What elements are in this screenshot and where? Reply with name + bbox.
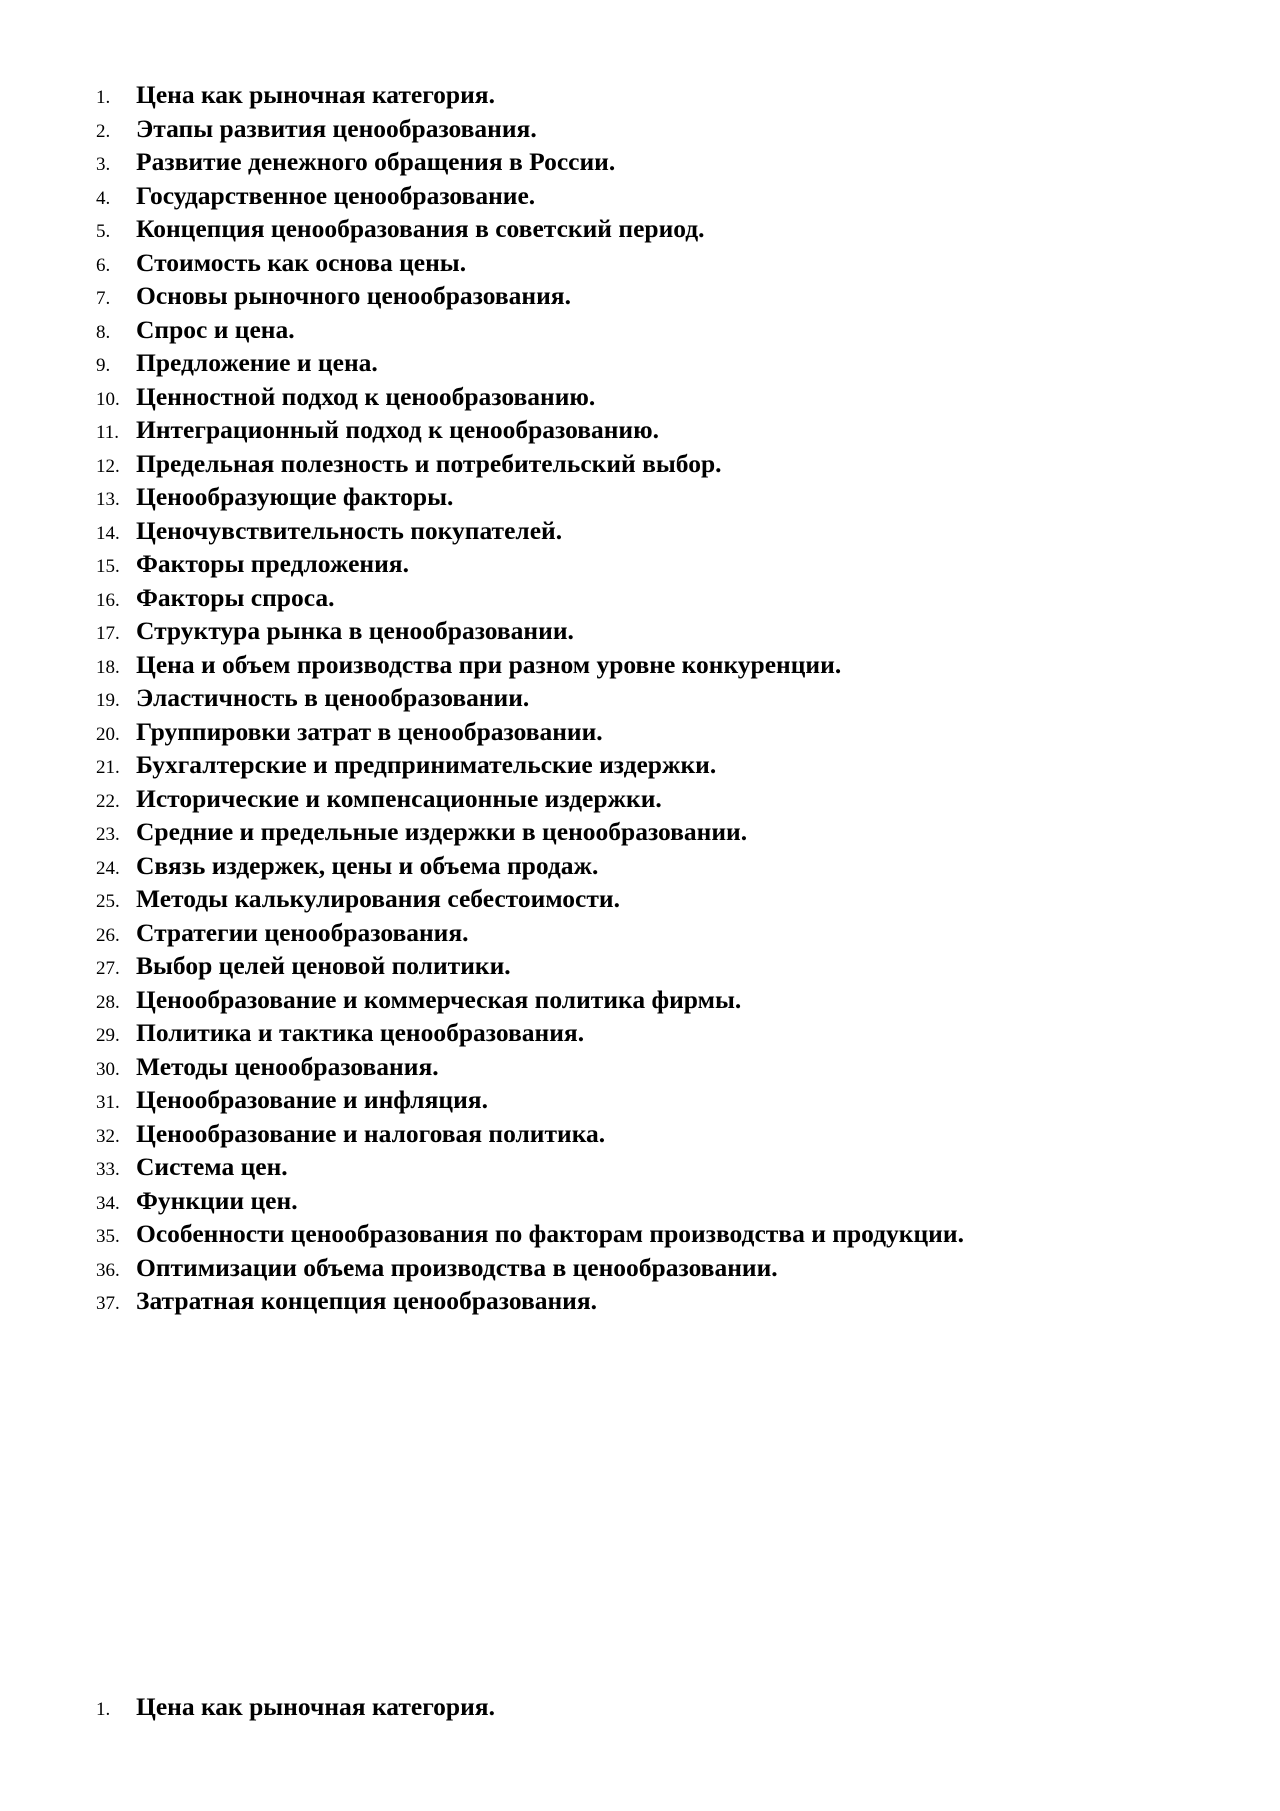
list-item-title: Ценообразование и коммерческая политика фирмы. (136, 984, 742, 1014)
list-item-title: Стратегии ценообразования. (136, 917, 469, 947)
list-item-title: Факторы предложения. (136, 549, 409, 578)
list-item-title: Государственное ценообразование. (136, 180, 536, 210)
list-item-title: Цена как рыночная категория. (136, 1692, 495, 1721)
list-item-title: Ценообразование и инфляция. (136, 1085, 488, 1114)
list-item-number: 4. (96, 187, 111, 209)
list-item-title: Предельная полезность и потребительский выбор. (136, 448, 722, 478)
list-item-title: Связь издержек, цены и объема продаж. (136, 850, 599, 880)
list-item-number: 36. (96, 1259, 120, 1281)
list-item-number: 7. (96, 288, 111, 309)
list-item (96, 313, 964, 347)
list-item-number: 29. (96, 1025, 120, 1046)
list-item-number: 22. (96, 790, 120, 812)
list-item-number: 19. (96, 690, 120, 711)
list-item-number: 26. (96, 924, 120, 946)
list-item (96, 1083, 964, 1117)
list-item-number: 30. (96, 1058, 120, 1080)
list-item-title: Методы ценообразования. (136, 1051, 439, 1081)
list-item-number: 12. (96, 455, 120, 477)
list-item (96, 547, 964, 581)
list-item-number: 33. (96, 1159, 120, 1180)
list-item-title: Цена как рыночная категория. (136, 80, 495, 109)
list-item (96, 1016, 964, 1050)
list-item-title: Спрос и цена. (136, 314, 295, 344)
list-item-number: 3. (96, 154, 111, 175)
list-item-title: Предложение и цена. (136, 348, 378, 377)
list-item (96, 882, 964, 916)
list-item (96, 1251, 964, 1285)
list-item (96, 949, 964, 983)
list-item (96, 748, 964, 782)
list-item (96, 1150, 964, 1184)
list-item (96, 413, 964, 447)
list-item-number: 1. (96, 87, 111, 108)
list-item-title: Затратная концепция ценообразования. (136, 1286, 598, 1315)
list-item-number: 25. (96, 891, 120, 912)
list-item (96, 447, 964, 481)
list-item-title: Ценностной подход к ценообразованию. (136, 381, 596, 411)
list-item-title: Концепция ценообразования в советский период. (136, 214, 705, 243)
list-item (96, 279, 964, 313)
list-item-number: 2. (96, 120, 111, 142)
list-item-number: 17. (96, 623, 120, 644)
list-item (96, 179, 964, 213)
list-item (96, 648, 964, 682)
list-item (96, 1184, 964, 1218)
list-item-title: Этапы развития ценообразования. (136, 113, 537, 143)
list-item-number: 21. (96, 757, 120, 778)
list-item-title: Функции цен. (136, 1185, 298, 1215)
list-item-title: Развитие денежного обращения в России. (136, 147, 616, 176)
list-item-title: Ценообразующие факторы. (136, 482, 454, 511)
list-item-title: Бухгалтерские и предпринимательские издержки. (136, 750, 717, 779)
list-item-number: 18. (96, 656, 120, 678)
list-item (96, 1284, 964, 1318)
list-item (96, 480, 964, 514)
repeated-list-item (96, 1690, 495, 1724)
list-item (96, 112, 964, 146)
list-item (96, 78, 964, 112)
list-item-number: 37. (96, 1293, 120, 1314)
list-item (96, 849, 964, 883)
list-item-number: 5. (96, 221, 111, 242)
list-item-title: Основы рыночного ценообразования. (136, 281, 571, 310)
list-item (96, 346, 964, 380)
list-item-number: 1. (96, 1699, 111, 1720)
list-item-title: Методы калькулирования себестоимости. (136, 884, 620, 913)
list-item-title: Оптимизации объема производства в ценообразовании. (136, 1252, 778, 1282)
list-item (96, 983, 964, 1017)
list-item-number: 15. (96, 556, 120, 577)
list-item-title: Факторы спроса. (136, 582, 335, 612)
list-item-number: 6. (96, 254, 111, 276)
list-item-title: Интеграционный подход к ценообразованию. (136, 415, 659, 444)
list-item-number: 27. (96, 958, 120, 979)
list-item-number: 9. (96, 355, 111, 376)
list-item-number: 31. (96, 1092, 120, 1113)
list-item-title: Эластичность в ценообразовании. (136, 683, 530, 712)
list-item (96, 145, 964, 179)
list-item (96, 212, 964, 246)
list-item-number: 23. (96, 824, 120, 845)
list-item-title: Политика и тактика ценообразования. (136, 1018, 585, 1047)
list-item-number: 28. (96, 991, 120, 1013)
list-item-number: 10. (96, 388, 120, 410)
list-item (96, 916, 964, 950)
list-item-number: 16. (96, 589, 120, 611)
list-item-title: Особенности ценообразования по факторам производства и продукции. (136, 1219, 964, 1248)
list-item-number: 11. (96, 422, 120, 443)
list-item-number: 34. (96, 1192, 120, 1214)
list-item (96, 514, 964, 548)
list-item (96, 1117, 964, 1151)
list-item-title: Группировки затрат в ценообразовании. (136, 716, 603, 746)
list-item-title: Средние и предельные издержки в ценообразовании. (136, 817, 748, 846)
list-item (96, 246, 964, 280)
list-item-title: Ценочувствительность покупателей. (136, 515, 563, 545)
list-item-number: 14. (96, 522, 120, 544)
list-item-title: Цена и объем производства при разном уровне конкуренции. (136, 649, 842, 679)
list-item-number: 20. (96, 723, 120, 745)
list-item-number: 24. (96, 857, 120, 879)
list-item-title: Исторические и компенсационные издержки. (136, 783, 662, 813)
list-item (96, 1217, 964, 1251)
list-item-title: Структура рынка в ценообразовании. (136, 616, 574, 645)
list-item-title: Выбор целей ценовой политики. (136, 951, 511, 980)
list-item (96, 581, 964, 615)
list-item (96, 782, 964, 816)
list-item (96, 815, 964, 849)
list-item-number: 13. (96, 489, 120, 510)
list-item (96, 1050, 964, 1084)
list-item-title: Стоимость как основа цены. (136, 247, 467, 277)
list-item (96, 715, 964, 749)
list-item-number: 35. (96, 1226, 120, 1247)
list-item (96, 380, 964, 414)
list-item-number: 8. (96, 321, 111, 343)
list-item (96, 614, 964, 648)
list-item-title: Ценообразование и налоговая политика. (136, 1118, 606, 1148)
topic-list (96, 78, 964, 1318)
list-item-title: Система цен. (136, 1152, 288, 1181)
list-item (96, 681, 964, 715)
list-item-number: 32. (96, 1125, 120, 1147)
